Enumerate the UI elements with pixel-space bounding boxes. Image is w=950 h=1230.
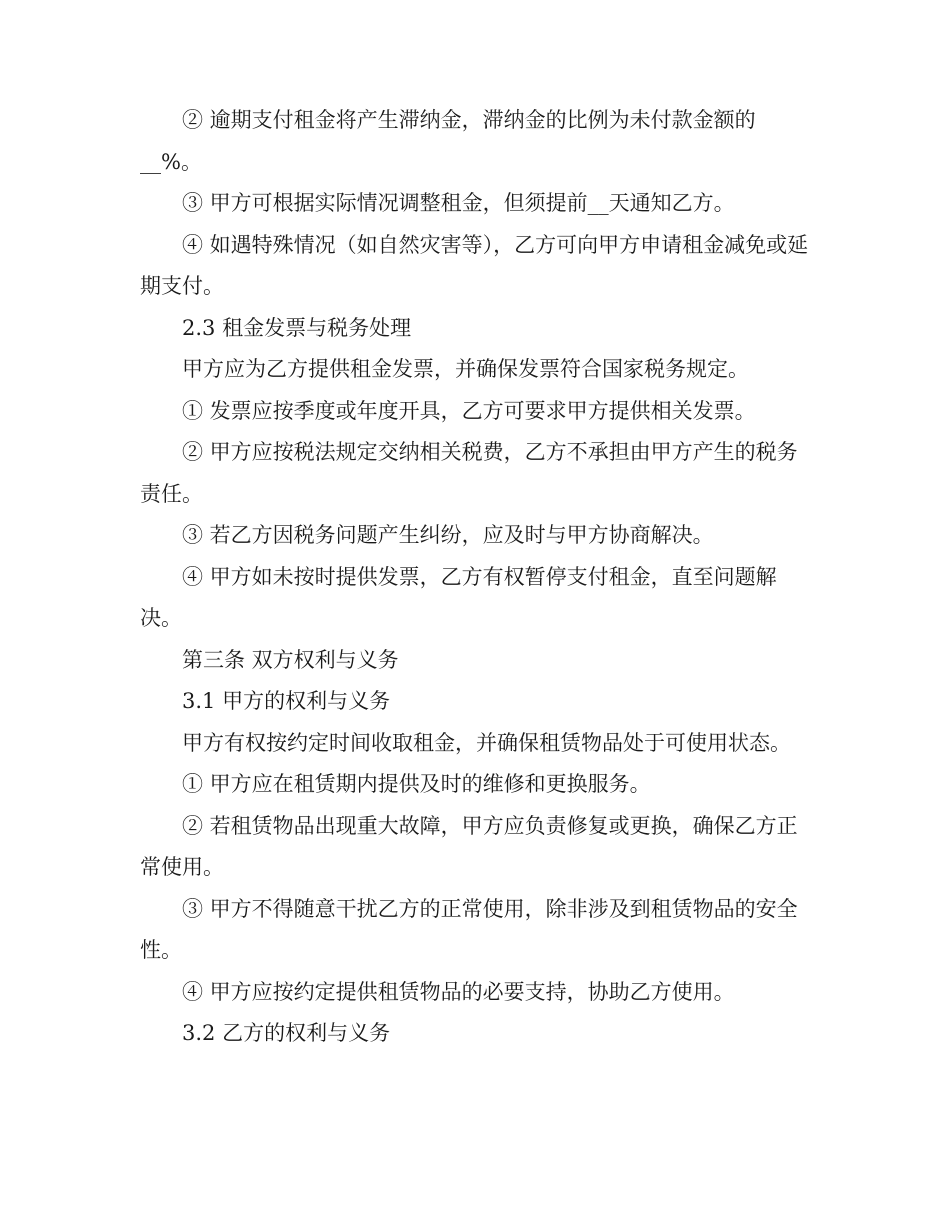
clause-rent-relief: ④ 如遇特殊情况（如自然灾害等），乙方可向甲方申请租金减免或延期支付。 — [140, 232, 809, 298]
clause-maintenance: ① 甲方应在租赁期内提供及时的维修和更换服务。 — [182, 772, 651, 796]
lessor-rights-intro: 甲方有权按约定时间收取租金，并确保租赁物品处于可使用状态。 — [182, 730, 791, 755]
clause-tax-dispute: ③ 若乙方因税务问题产生纠纷，应及时与甲方协商解决。 — [182, 523, 714, 547]
document-body — [140, 100, 810, 1055]
clause-invoice-issue: ① 发票应按季度或年度开具，乙方可要求甲方提供相关发票。 — [182, 398, 756, 423]
clause-rent-adjustment: ③ 甲方可根据实际情况调整租金，但须提前__天通知乙方。 — [182, 191, 735, 215]
clause-major-fault: ② 若租赁物品出现重大故障，甲方应负责修复或更换，确保乙方正常使用。 — [140, 813, 798, 879]
clause-tax-payment: ② 甲方应按税法规定交纳相关税费，乙方不承担由甲方产生的税务责任。 — [140, 440, 798, 506]
clause-late-fee: ② 逾期支付租金将产生滞纳金，滞纳金的比例为未付款金额的__%。 — [140, 108, 756, 174]
clause-invoice-delay: ④ 甲方如未按时提供发票，乙方有权暂停支付租金，直至问题解决。 — [140, 564, 777, 630]
section-heading-3-2: 3.2 乙方的权利与义务 — [182, 1021, 391, 1045]
clause-no-interference: ③ 甲方不得随意干扰乙方的正常使用，除非涉及到租赁物品的安全性。 — [140, 896, 798, 962]
section-heading-2-3: 2.3 租金发票与税务处理 — [182, 315, 412, 340]
clause-support: ④ 甲方应按约定提供租赁物品的必要支持，协助乙方使用。 — [182, 979, 735, 1004]
section-heading-3-1: 3.1 甲方的权利与义务 — [182, 689, 391, 713]
invoice-intro: 甲方应为乙方提供租金发票，并确保发票符合国家税务规定。 — [182, 357, 749, 381]
article-heading-3: 第三条 双方权利与义务 — [182, 647, 399, 672]
